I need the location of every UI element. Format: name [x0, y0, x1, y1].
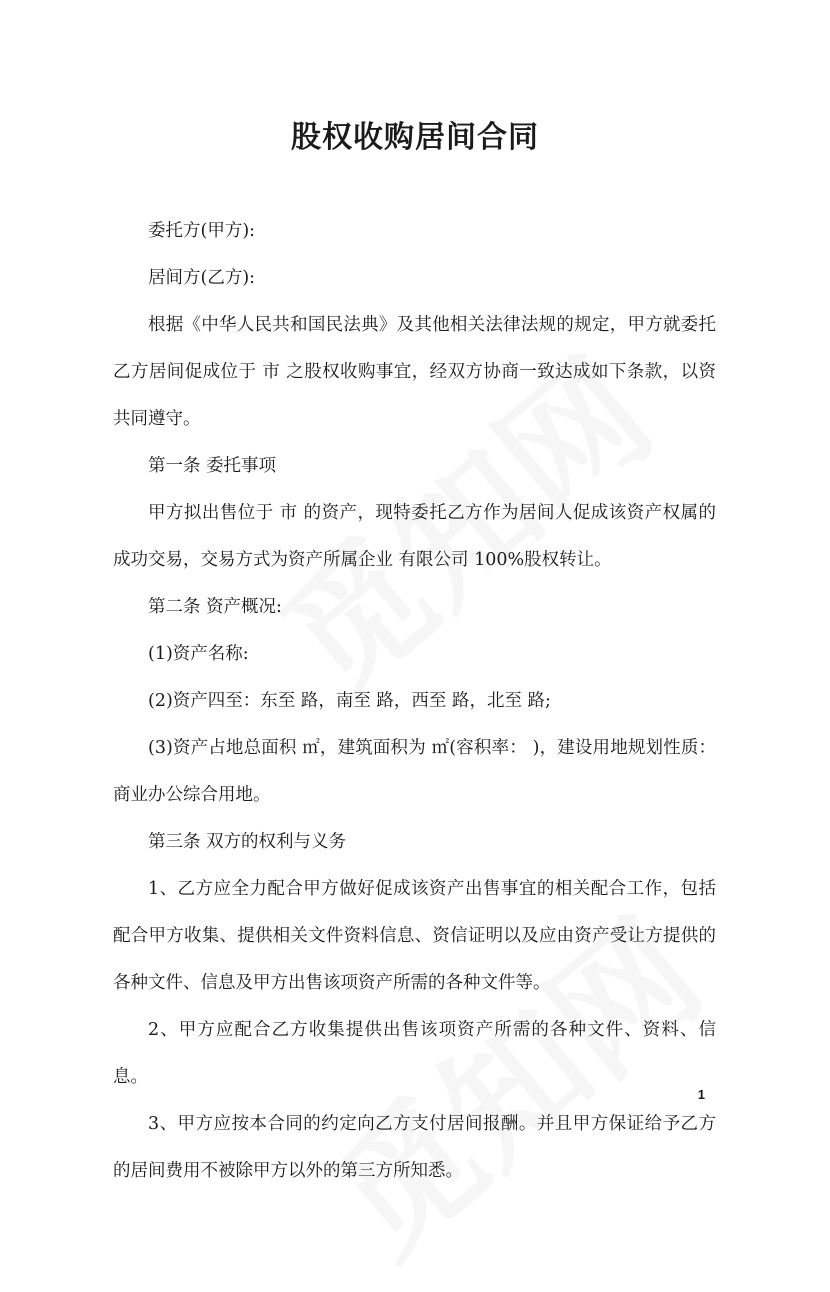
party-b-line: 居间方(乙方): [148, 268, 256, 288]
article-3-heading: 第三条 双方的权利与义务 [148, 832, 347, 852]
article-1-paragraph: 甲方拟出售位于 市 的资产，现特委托乙方作为居间人促成该资产权属的成功交易，交易方式为资产所属企业 有限公司 100%股权转让。 [113, 503, 716, 570]
asset-area-paragraph: (3)资产占地总面积 ㎡，建筑面积为 ㎡(容积率： )，建设用地规划性质：商业办公综合用地。 [113, 738, 716, 805]
obligation-3-paragraph: 3、甲方应按本合同的约定向乙方支付居间报酬。并且甲方保证给予乙方的居间费用不被除甲方以外的第三方所知悉。 [113, 1114, 716, 1181]
article-1-heading: 第一条 委托事项 [148, 456, 277, 476]
obligation-1-paragraph: 1、乙方应全力配合甲方做好促成该资产出售事宜的相关配合工作，包括配合甲方收集、提供相关文件资料信息、资信证明以及应由资产受让方提供的各种文件、信息及甲方出售该项资产所需的各种文件等。 [113, 879, 716, 993]
document-title: 股权收购居间合同 [291, 120, 539, 155]
preamble-paragraph: 根据《中华人民共和国民法典》及其他相关法律法规的规定，甲方就委托乙方居间促成位于 市 之股权收购事宜，经双方协商一致达成如下条款，以资共同遵守。 [113, 315, 716, 429]
page-number: 1 [697, 1087, 705, 1102]
article-2-heading: 第二条 资产概况: [148, 597, 282, 617]
asset-name-line: (1)资产名称: [148, 644, 249, 664]
obligation-2-paragraph: 2、甲方应配合乙方收集提供出售该项资产所需的各种文件、资料、信息。 [113, 1020, 716, 1087]
document-body [113, 208, 716, 1195]
party-a-line: 委托方(甲方): [148, 221, 256, 241]
asset-boundaries-line: (2)资产四至：东至 路，南至 路，西至 路，北至 路; [148, 691, 551, 711]
